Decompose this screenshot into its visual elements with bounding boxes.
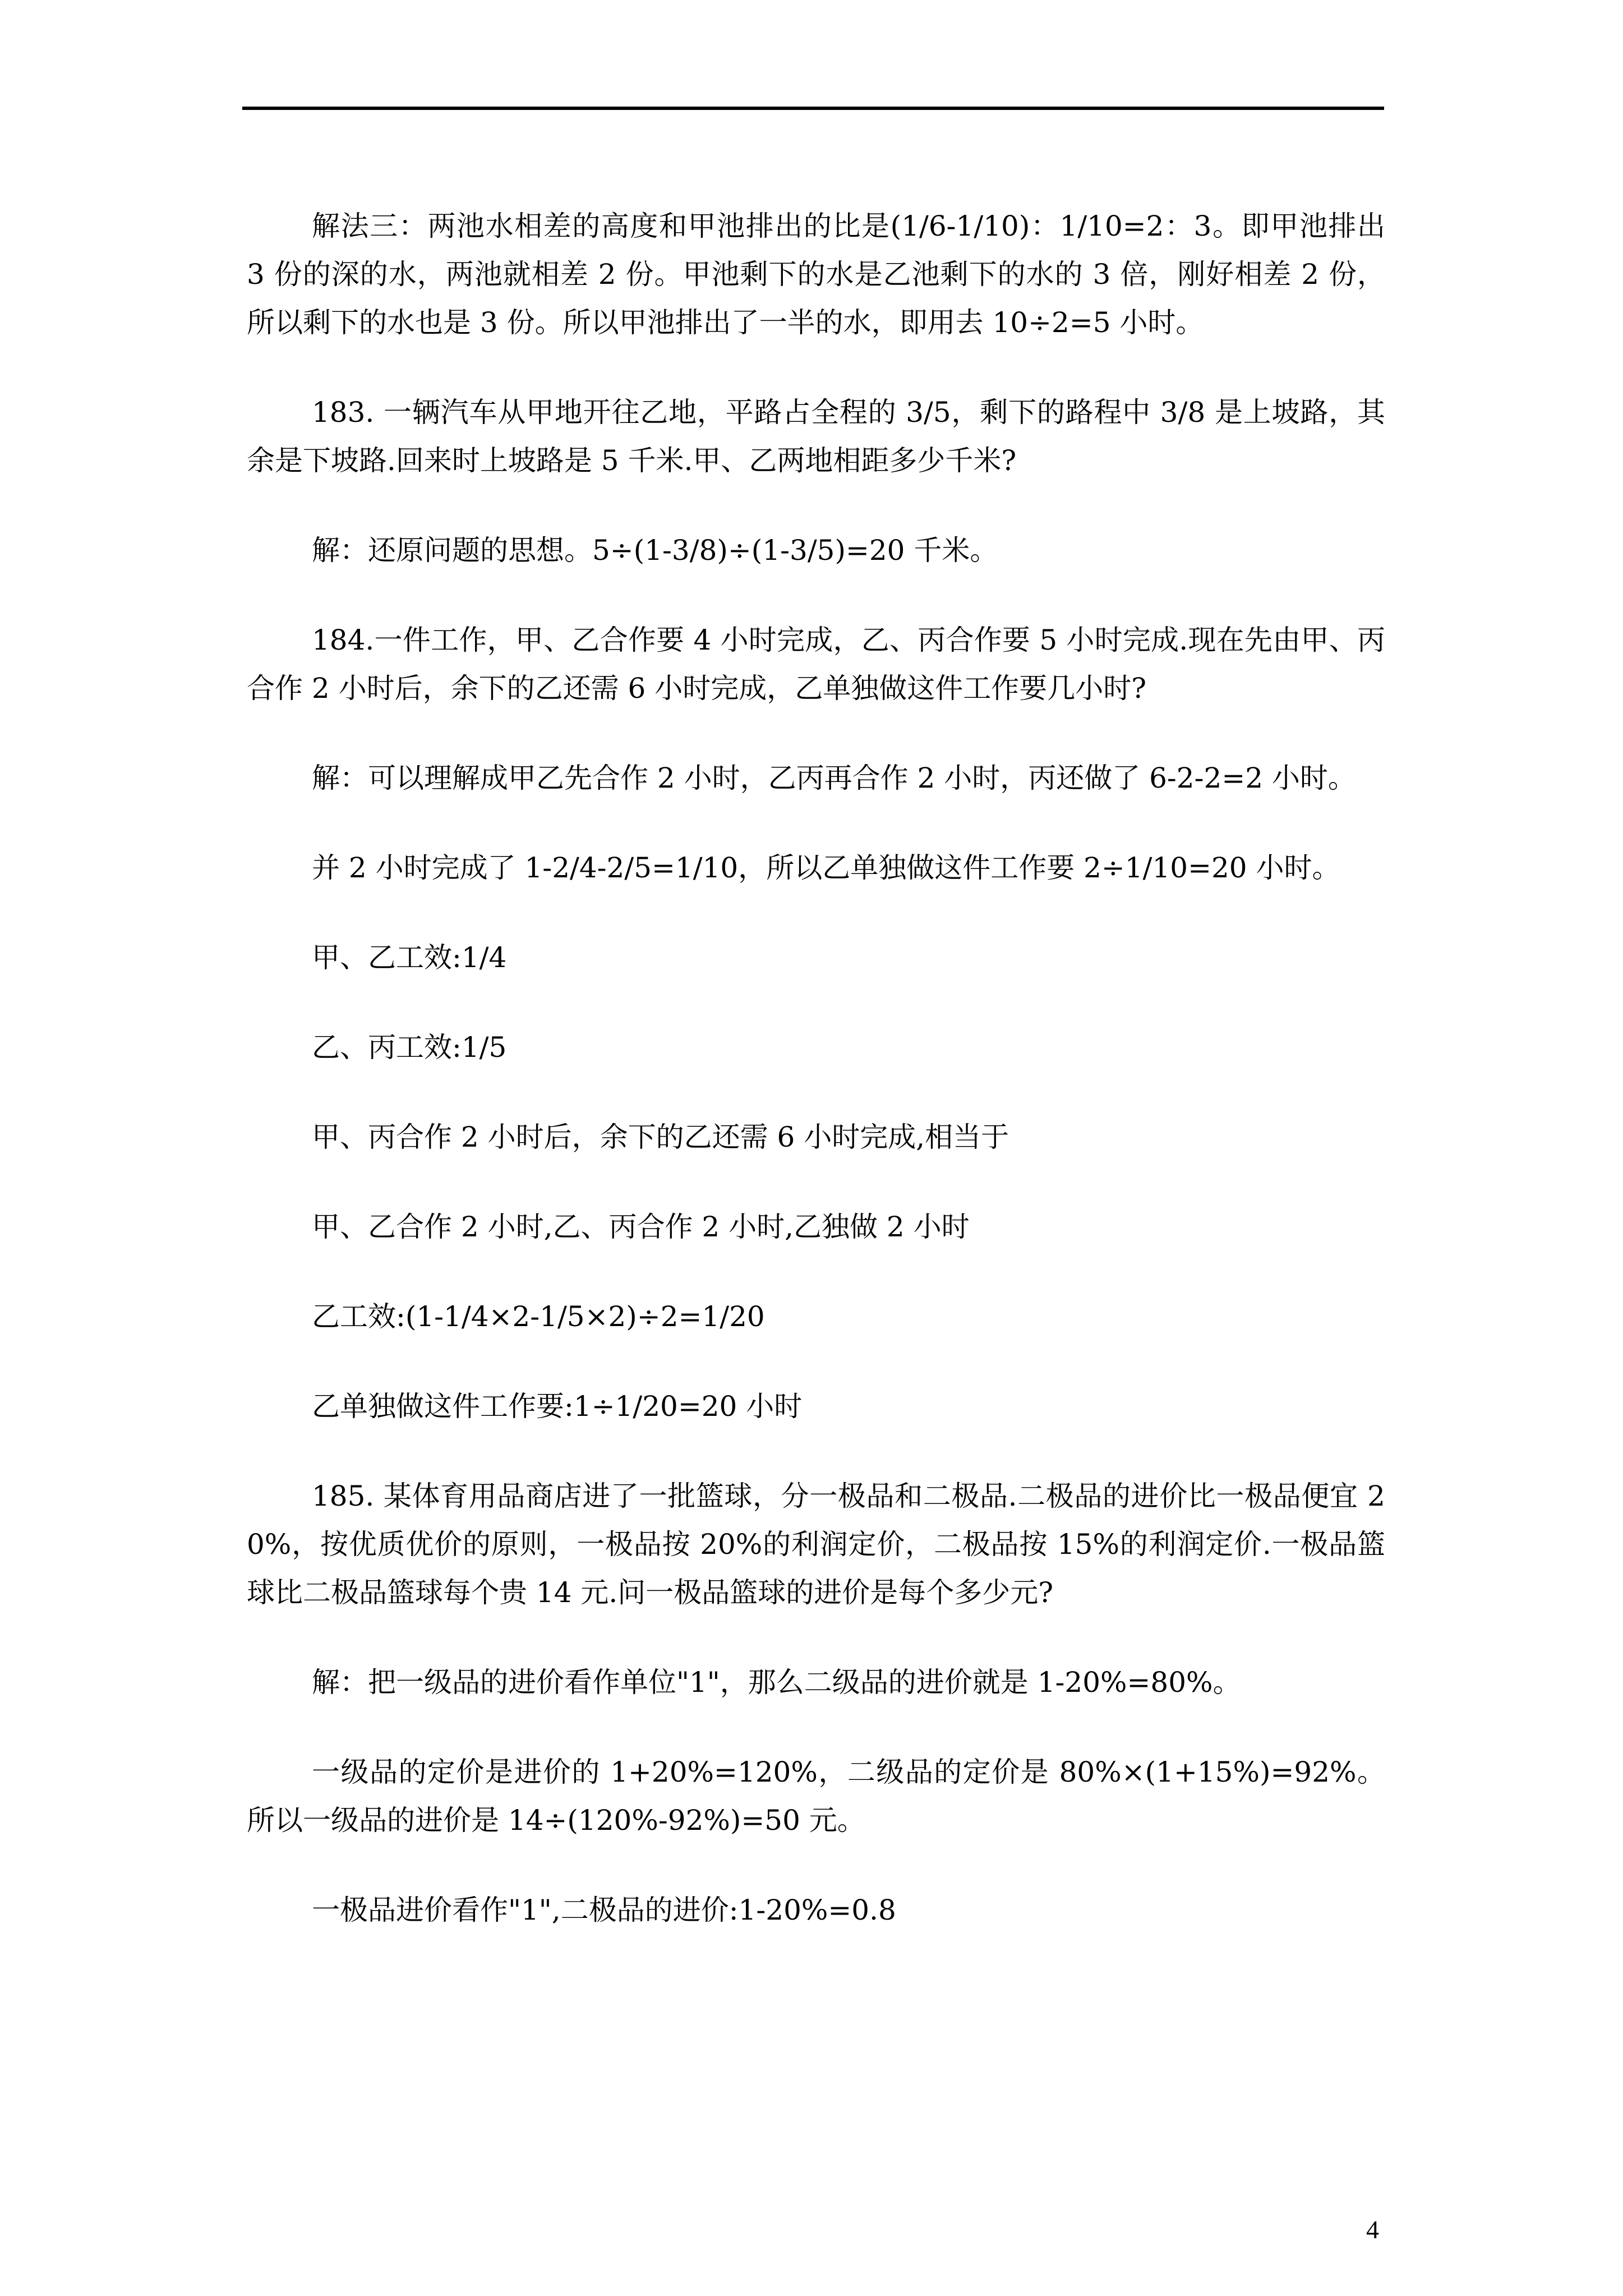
paragraph-solution-3: 解法三：两池水相差的高度和甲池排出的比是(1/6-1/10)：1/10=2：3。即甲池排出 3 份的深的水，两池就相差 2 份。甲池剩下的水是乙池剩下的水的 3 倍，刚好相差 2 份，所以剩下的水也是 3 份。所以甲池排出了一半的水，即用去 10÷2=5 小时。 <box>247 210 1385 339</box>
paragraph-solution-185-b: 一级品的定价是进价的 1+20%=120%，二级品的定价是 80%×(1+15%)=92%。所以一级品的进价是 14÷(120%-92%)=50 元。 <box>247 1756 1385 1837</box>
paragraph-equivalence-a: 甲、丙合作 2 小时后，余下的乙还需 6 小时完成,相当于 <box>312 1121 1009 1153</box>
paragraph-problem-185: 185. 某体育用品商店进了一批篮球，分一极品和二极品.二极品的进价比一极品便宜 20%，按优质优价的原则，一极品按 20%的利润定价，二极品按 15%的利润定价.一极品篮球比二极品篮球每个贵 14 元.问一极品篮球的进价是每个多少元? <box>247 1480 1385 1609</box>
paragraph-solution-184-b: 并 2 小时完成了 1-2/4-2/5=1/10，所以乙单独做这件工作要 2÷1/10=20 小时。 <box>312 852 1340 884</box>
paragraph-solution-184-a: 解：可以理解成甲乙先合作 2 小时，乙丙再合作 2 小时，丙还做了 6-2-2=2 小时。 <box>312 762 1356 794</box>
paragraph-problem-183: 183. 一辆汽车从甲地开往乙地，平路占全程的 3/5，剩下的路程中 3/8 是上坡路，其余是下坡路.回来时上坡路是 5 千米.甲、乙两地相距多少千米? <box>247 396 1385 477</box>
paragraph-work-rate-bc: 乙、丙工效:1/5 <box>312 1031 507 1064</box>
header-rule <box>242 107 1384 110</box>
document-body <box>247 202 1385 1934</box>
paragraph-problem-184: 184.一件工作，甲、乙合作要 4 小时完成，乙、丙合作要 5 小时完成.现在先由甲、丙合作 2 小时后，余下的乙还需 6 小时完成，乙单独做这件工作要几小时? <box>247 624 1385 705</box>
paragraph-solution-183: 解：还原问题的思想。5÷(1-3/8)÷(1-3/5)=20 千米。 <box>312 534 998 567</box>
paragraph-equivalence-b: 甲、乙合作 2 小时,乙、丙合作 2 小时,乙独做 2 小时 <box>312 1211 970 1243</box>
paragraph-work-rate-ab: 甲、乙工效:1/4 <box>312 941 507 974</box>
paragraph-work-rate-b: 乙工效:(1-1/4×2-1/5×2)÷2=1/20 <box>312 1300 765 1333</box>
paragraph-result-b-alone: 乙单独做这件工作要:1÷1/20=20 小时 <box>312 1390 803 1423</box>
page-number: 4 <box>1366 2215 1379 2244</box>
paragraph-solution-185-c: 一极品进价看作"1",二极品的进价:1-20%=0.8 <box>312 1894 896 1926</box>
paragraph-solution-185-a: 解：把一级品的进价看作单位"1"，那么二级品的进价就是 1-20%=80%。 <box>312 1666 1241 1699</box>
